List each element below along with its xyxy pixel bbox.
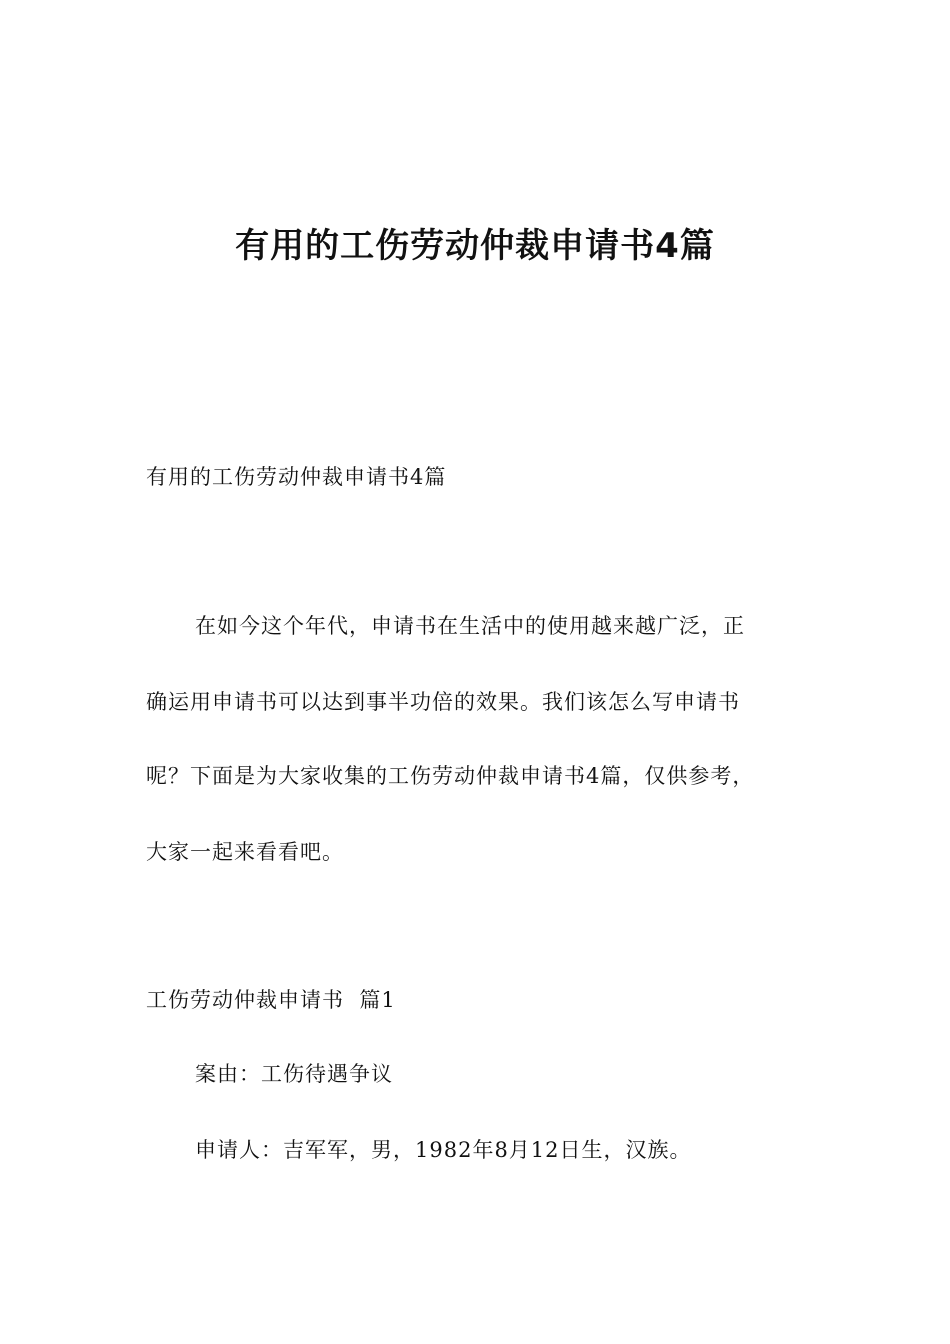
intro-line-1: 在如今这个年代，申请书在生活中的使用越来越广泛，正	[195, 614, 745, 638]
document-title: 有用的工伤劳动仲裁申请书4篇	[235, 226, 715, 266]
document-subtitle: 有用的工伤劳动仲裁申请书4篇	[146, 465, 447, 489]
section-heading: 工伤劳动仲裁申请书 篇1	[146, 988, 396, 1012]
intro-line-2: 确运用申请书可以达到事半功倍的效果。我们该怎么写申请书	[146, 690, 740, 714]
applicant-field: 申请人：吉军军，男，1982年8月12日生，汉族。	[195, 1138, 692, 1162]
case-cause-field: 案由：工伤待遇争议	[195, 1062, 393, 1086]
intro-line-3: 呢？下面是为大家收集的工伤劳动仲裁申请书4篇，仅供参考，	[146, 764, 755, 788]
intro-line-4: 大家一起来看看吧。	[146, 840, 344, 864]
